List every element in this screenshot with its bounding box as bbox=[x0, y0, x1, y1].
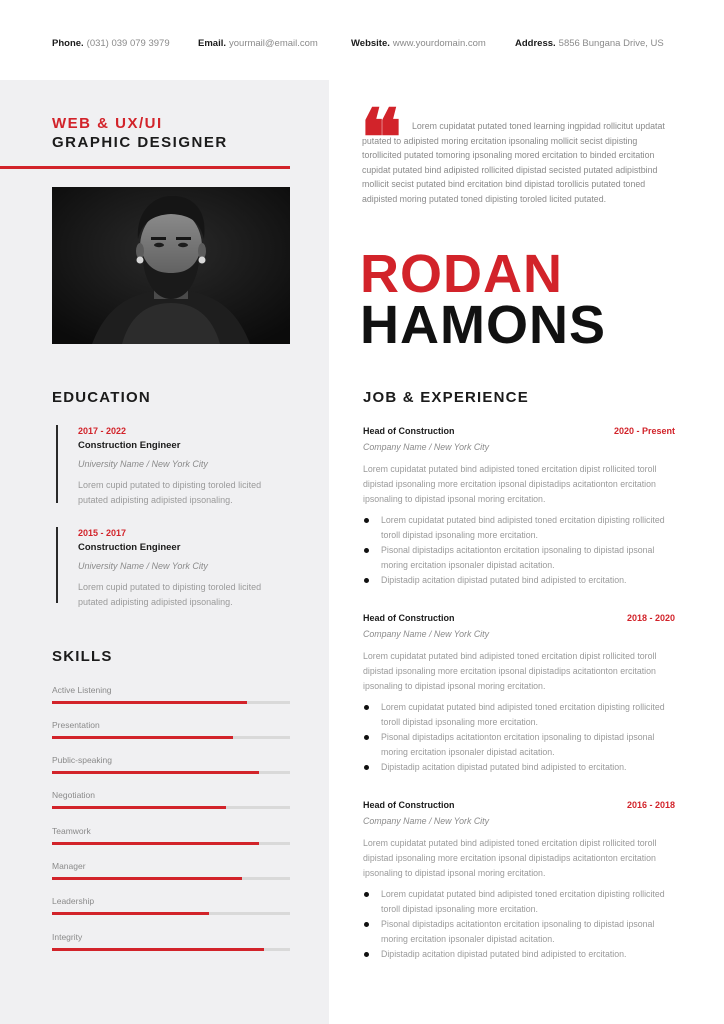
role-line-1: WEB & UX/UI bbox=[52, 115, 163, 132]
job-bullet bbox=[363, 573, 675, 588]
job-bullet bbox=[363, 887, 675, 917]
bullet-icon bbox=[364, 735, 369, 740]
skill-item bbox=[52, 720, 290, 739]
skill-label: Teamwork bbox=[52, 826, 91, 836]
role-line-2: GRAPHIC DESIGNER bbox=[52, 134, 228, 151]
job-bullet-text: Dipistadip acitation dipistad putated bind adipisted to ercitation. bbox=[381, 761, 627, 772]
profile-photo bbox=[52, 187, 290, 344]
bullet-icon bbox=[364, 952, 369, 957]
education-title: Construction Engineer bbox=[78, 440, 181, 451]
skill-label: Manager bbox=[52, 861, 86, 871]
last-name: HAMONS bbox=[360, 295, 606, 355]
skill-bar-track bbox=[52, 736, 290, 739]
job-bullet-text: Lorem cupidatat putated bind adipisted toned ercitation dipisting rollicited toroll dipistad ipsonaling more ercitation. bbox=[381, 702, 665, 728]
job-bullet-text: Lorem cupidatat putated bind adipisted toned ercitation dipisting rollicited toroll dipistad ipsonaling more ercitation. bbox=[381, 889, 665, 915]
skill-item bbox=[52, 826, 290, 845]
job-title: Head of Construction bbox=[363, 613, 455, 623]
job-entry bbox=[363, 613, 675, 774]
bullet-icon bbox=[364, 892, 369, 897]
skills-heading: SKILLS bbox=[52, 648, 113, 665]
education-place: University Name / New York City bbox=[78, 459, 208, 469]
contact-address bbox=[515, 38, 664, 49]
job-bullet-list bbox=[363, 887, 675, 961]
skill-label: Public-speaking bbox=[52, 755, 113, 765]
job-header bbox=[363, 426, 675, 440]
skill-item bbox=[52, 790, 290, 809]
contact-email bbox=[198, 38, 318, 49]
education-item bbox=[56, 527, 292, 607]
bullet-icon bbox=[364, 518, 369, 523]
portrait-image bbox=[52, 187, 290, 344]
quote-icon: ❝ bbox=[360, 93, 402, 184]
skill-bar-track bbox=[52, 771, 290, 774]
job-bullet-text: Lorem cupidatat putated bind adipisted toned ercitation dipisting rollicited toroll dipistad ipsonaling more ercitation. bbox=[381, 515, 665, 541]
contact-website bbox=[351, 38, 486, 49]
job-title: Head of Construction bbox=[363, 426, 455, 436]
job-description: Lorem cupidatat putated bind adipisted toned ercitation dipist rollicited toroll dipistad ipsonaling more ercitation ipsonal dipistadips acitationton ercitation ipsonaling to dipistad ipsonal moring ercitation. bbox=[363, 464, 657, 504]
education-title: Construction Engineer bbox=[78, 542, 181, 553]
job-company: Company Name / New York City bbox=[363, 816, 489, 826]
skill-bar-track bbox=[52, 701, 290, 704]
education-years: 2015 - 2017 bbox=[78, 528, 127, 538]
email-label: Email. bbox=[198, 38, 226, 49]
job-bullet-text: Dipistadip acitation dipistad putated bind adipisted to ercitation. bbox=[381, 574, 627, 585]
skill-bar-fill bbox=[52, 912, 209, 915]
role-divider bbox=[0, 166, 290, 169]
skill-bar-track bbox=[52, 842, 290, 845]
skill-bar-fill bbox=[52, 806, 226, 809]
skill-bar-fill bbox=[52, 736, 233, 739]
job-years: 2018 - 2020 bbox=[626, 613, 675, 623]
skill-label: Presentation bbox=[52, 720, 100, 730]
contact-phone bbox=[52, 38, 170, 49]
skill-bar-fill bbox=[52, 701, 247, 704]
skill-item bbox=[52, 685, 290, 704]
skill-bar-track bbox=[52, 877, 290, 880]
bullet-icon bbox=[364, 705, 369, 710]
education-description: Lorem cupid putated to dipisting toroled licited putated adipisting adipisted ipsonaling. bbox=[78, 480, 262, 505]
bullet-icon bbox=[364, 765, 369, 770]
education-item bbox=[56, 425, 292, 503]
first-name: RODAN bbox=[360, 244, 563, 304]
skill-bar-fill bbox=[52, 877, 242, 880]
job-years: 2016 - 2018 bbox=[626, 800, 675, 810]
job-bullet bbox=[363, 760, 675, 775]
skill-label: Leadership bbox=[52, 896, 95, 906]
education-place: University Name / New York City bbox=[78, 561, 208, 571]
email-value[interactable]: yourmail@email.com bbox=[229, 38, 318, 49]
job-bullet-text: Dipistadip acitation dipistad putated bind adipisted to ercitation. bbox=[381, 948, 627, 959]
skill-item bbox=[52, 896, 290, 915]
job-company: Company Name / New York City bbox=[363, 629, 489, 639]
skill-label: Active Listening bbox=[52, 685, 112, 695]
contact-bar bbox=[0, 0, 724, 80]
job-entry bbox=[363, 800, 675, 961]
phone-label: Phone. bbox=[52, 38, 84, 49]
skill-bar-track bbox=[52, 948, 290, 951]
phone-value: (031) 039 079 3979 bbox=[86, 38, 170, 49]
job-header bbox=[363, 613, 675, 627]
skill-bar-fill bbox=[52, 842, 259, 845]
job-years: 2020 - Present bbox=[613, 426, 675, 436]
skill-bar-fill bbox=[52, 771, 259, 774]
job-bullet-text: Pisonal dipistadips acitationton ercitation ipsonaling to dipistad ipsonal moring ercitation ipsonaler dipistad acitation. bbox=[381, 731, 655, 757]
experience-heading: JOB & EXPERIENCE bbox=[363, 389, 529, 406]
job-title: Head of Construction bbox=[363, 800, 455, 810]
education-description: Lorem cupid putated to dipisting toroled licited putated adipisting adipisted ipsonaling. bbox=[78, 582, 262, 607]
skill-bar-track bbox=[52, 912, 290, 915]
bullet-icon bbox=[364, 922, 369, 927]
skill-item bbox=[52, 755, 290, 774]
job-header bbox=[363, 800, 675, 814]
skill-item bbox=[52, 932, 290, 951]
job-bullet-list bbox=[363, 513, 675, 587]
skill-item bbox=[52, 861, 290, 880]
job-bullet-text: Pisonal dipistadips acitationton ercitation ipsonaling to dipistad ipsonal moring ercitation ipsonaler dipistad acitation. bbox=[381, 544, 655, 570]
address-label: Address. bbox=[515, 38, 556, 49]
skill-label: Integrity bbox=[52, 932, 83, 942]
job-entry bbox=[363, 426, 675, 587]
job-bullet-list bbox=[363, 700, 675, 774]
website-value[interactable]: www.yourdomain.com bbox=[392, 38, 486, 49]
quote-text: Lorem cupidatat putated toned learning ingpidad rollicitut updatat putated to adipisted moring ercitation ipsonaling mollicit secist dipisting torollicited putated tomoring ipsonaling mored ercitation to binded ercitation cupidat putated bind adipisted rollicited dipistad secisted putated adipistbind mollicit secist putated bind ercitation bind dipistad torollicis putated toned adipisted moring putated toned dipisting toroled licited putated. bbox=[362, 121, 665, 204]
job-bullet bbox=[363, 543, 675, 573]
job-bullet bbox=[363, 917, 675, 947]
bullet-icon bbox=[364, 548, 369, 553]
education-years: 2017 - 2022 bbox=[78, 426, 127, 436]
job-bullet bbox=[363, 730, 675, 760]
job-description: Lorem cupidatat putated bind adipisted toned ercitation dipist rollicited toroll dipistad ipsonaling more ercitation ipsonal dipistadips acitationton ercitation ipsonaling to dipistad ipsonal moring ercitation. bbox=[363, 651, 657, 691]
website-label: Website. bbox=[351, 38, 390, 49]
bullet-icon bbox=[364, 578, 369, 583]
job-bullet-text: Pisonal dipistadips acitationton ercitation ipsonaling to dipistad ipsonal moring ercitation ipsonaler dipistad acitation. bbox=[381, 918, 655, 944]
skill-bar-track bbox=[52, 806, 290, 809]
skill-label: Negotiation bbox=[52, 790, 96, 800]
skill-bar-fill bbox=[52, 948, 264, 951]
education-heading: EDUCATION bbox=[52, 389, 151, 406]
job-bullet bbox=[363, 947, 675, 962]
job-bullet bbox=[363, 700, 675, 730]
address-value: 5856 Bungana Drive, US bbox=[558, 38, 664, 49]
job-description: Lorem cupidatat putated bind adipisted toned ercitation dipist rollicited toroll dipistad ipsonaling more ercitation ipsonal dipistadips acitationton ercitation ipsonaling to dipistad ipsonal moring ercitation. bbox=[363, 838, 657, 878]
job-bullet bbox=[363, 513, 675, 543]
job-company: Company Name / New York City bbox=[363, 442, 489, 452]
